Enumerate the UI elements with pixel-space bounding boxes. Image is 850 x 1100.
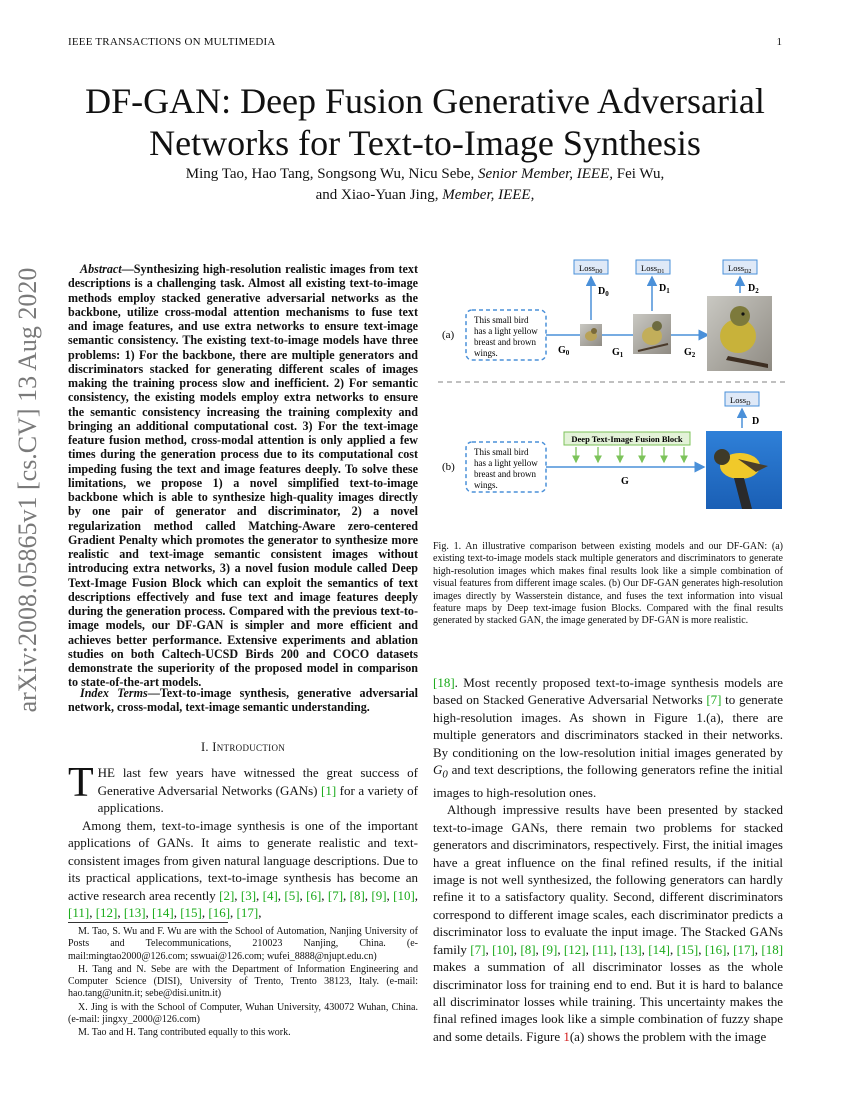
intro-p1-text-b: for a variety of applications. (97, 782, 418, 815)
text-line: breast and brown (474, 469, 536, 479)
citation-link[interactable]: [14] (648, 941, 670, 957)
citation-link[interactable]: [17] (733, 941, 755, 957)
right-p1-text-c: and text descriptions, the following generators refine the initial images to high-resolution ones. (433, 762, 783, 801)
citation-link[interactable]: [18] (761, 941, 784, 957)
citation-link[interactable]: [7] (327, 887, 344, 903)
journal-header: IEEE TRANSACTIONS ON MULTIMEDIA (68, 36, 276, 48)
right-paragraph-2 (433, 801, 783, 1045)
intro-p2-text: Among them, text-to-image synthesis is one of the important applications of GANs. It aims to generate realistic and text-consistent images from given natural language descriptions. Due to its practical applications, text-to-image synthesis has become an active research area recently (68, 817, 418, 903)
citation-link[interactable]: [16] (704, 941, 727, 957)
text-line: has a light yellow (474, 326, 538, 336)
authors-part-1: Ming Tao, Hao Tang, Songsong Wu, Nicu Sebe, (185, 166, 479, 182)
footnote-rule (68, 922, 228, 923)
citation-link[interactable]: [10] (393, 887, 415, 903)
discriminator-label-d: D (752, 416, 760, 427)
author-role-2: Member, IEEE, (442, 187, 535, 203)
text-line: wings. (474, 480, 498, 490)
citation-link[interactable]: [6] (306, 887, 322, 903)
abstract (68, 262, 418, 690)
math-sub: 0 (442, 768, 448, 781)
authors-part-3: and Xiao-Yuan Jing, (315, 187, 443, 203)
citation-link[interactable]: [8] (520, 941, 536, 957)
citation-link[interactable]: [3] (240, 887, 257, 903)
title-line-1: DF-GAN: Deep Fusion Generative Adversarial (85, 81, 765, 121)
right-p1-text-a: . Most recently proposed text-to-image synthesis models are based on Stacked Generative Adversarial Networks (433, 675, 783, 708)
right-paragraph-1 (433, 674, 783, 801)
footnotes (68, 926, 418, 1041)
arxiv-watermark (8, 267, 48, 713)
arxiv-id: arXiv:2008.05865v1 [cs.CV] 13 Aug 2020 (13, 267, 42, 713)
citation-link[interactable]: [7] (470, 941, 486, 957)
abstract-text: —Synthesizing high-resolution realistic images from text descriptions is a challenging task. Almost all existing text-to-image methods employ stacked generative adversarial networks as the backbone, utilize cross-modal attention mechanisms to fuse text and image features, and use extra networks to ensure text-image semantic consistency. The existing text-to-image models have three problems: 1) For the backbone, there are multiple generators and discriminators stacked for generating different scales of images making the training process slow and inefficient. 2) For semantic consistency, the existing models employ extra networks to ensure the semantic consistency increasing the training complexity and bringing an additional computational cost. 3) For the text-image feature fusion method, cross-modal attention is only applied a few times during the generation process due to its computational cost impeding fusing the text and image features deeply. To solve these limitations, we propose 1) a novel simplified text-to-image backbone which is able to synthesize high-quality images directly by one pair of generator and discriminator, 2) a novel regularization method called Matching-Aware zero-centered Gradient Penalty which promotes the generator to synthesize more realistic and text-image semantic consistent images without introducing extra networks, 3) a novel fusion module called Deep Text-Image Fusion Block which can exploit the semantics of text descriptions effectively and fuse text and image features deeply during the generation process. Compared with the previous text-to-image models, our DF-GAN is simpler and more efficient and achieves better performance. Extensive experiments and ablation studies on both Caltech-UCSD Birds 200 and COCO datasets demonstrate the superiority of the proposed model in comparison to state-of-the-art models. (68, 262, 418, 690)
page-number: 1 (776, 36, 782, 48)
generator-label-g0: $G_0$ (558, 345, 570, 357)
citation-list: [7], [10], [8], [9], [12], [11], [13], [14], [15], [16], [17], [18] (470, 941, 784, 957)
text-line: This small bird (474, 315, 529, 325)
generated-image-dfgan (706, 431, 782, 509)
abstract-label: Abstract (80, 262, 122, 276)
citation-link[interactable]: [13] (620, 941, 642, 957)
intro-p1-text-a: HE last few years have witnessed the great success of Generative Adversarial Networks (GANs) (97, 765, 418, 798)
index-terms-text: —Text-to-image synthesis, generative adversarial network, cross-modal, text-image semantic understanding. (68, 686, 418, 715)
intro-text (68, 760, 419, 922)
citation-link[interactable]: [11] (592, 941, 614, 957)
generator-label-g2: $G_2$ (684, 347, 696, 359)
text-line: has a light yellow (474, 458, 538, 468)
intro-paragraph-2 (68, 817, 418, 922)
citation-link[interactable]: [17] (236, 905, 259, 920)
figure-reference-link[interactable]: 1 (563, 1028, 570, 1044)
section-title: Introduction (212, 740, 286, 754)
generated-image-g2 (707, 296, 772, 371)
citation-link[interactable]: [15] (180, 905, 202, 920)
loss-label-d0: Loss$_{D0}$ (579, 263, 603, 275)
citation-link[interactable]: [12] (95, 905, 118, 920)
citation-link[interactable]: [8] (349, 887, 365, 903)
title-line-2: Networks for Text-to-Image Synthesis (149, 123, 701, 163)
citation-link[interactable]: [9] (371, 887, 387, 903)
author-role-1: Senior Member, IEEE, (478, 166, 614, 182)
right-p2-text-c: (a) shows the problem with the image (569, 1028, 767, 1044)
discriminator-label-d2: $D_2$ (748, 283, 759, 295)
math-g0 (433, 762, 448, 781)
generator-label-g1: $G_1$ (612, 347, 624, 359)
citation-link[interactable]: [13] (123, 905, 146, 920)
citation-link[interactable]: [15] (676, 941, 699, 957)
footnote-3: X. Jing is with the School of Computer, Wuhan University, 430072 Wuhan, China. (e-mail: jingxy_2000@126.com) (68, 1001, 418, 1026)
generated-image-g0 (580, 324, 602, 346)
text-line: This small bird (474, 447, 529, 457)
citation-link[interactable]: [14] (152, 905, 174, 920)
figure-1 (438, 256, 786, 534)
loss-label-d1: Loss$_{D1}$ (641, 263, 665, 275)
citation-link[interactable]: [7] (706, 692, 722, 708)
right-column-text (433, 674, 783, 1045)
loss-label-d: Loss$_D$ (730, 395, 751, 407)
footnote-1: M. Tao, S. Wu and F. Wu are with the School of Automation, Nanjing University of Posts and Telecommunications, 210023 Nanjing, China. (e-mail:mingtao2000@126.com; sswuai@126.com; wufei_8888@njupt.edu.cn) (68, 926, 418, 962)
citation-link[interactable]: [11] (68, 905, 90, 920)
citation-list: [2], [3], [4], [5], [6], [7], [8], [9], [10], [11], [12], [13], [14], [15], [16], [17], (68, 887, 419, 920)
panel-label-a: (a) (442, 329, 455, 341)
math-g: G (433, 762, 443, 778)
generated-image-g1 (633, 314, 671, 354)
author-list (90, 164, 760, 206)
text-line: breast and brown (474, 337, 536, 347)
figure-caption: Fig. 1. An illustrative comparison between existing models and our DF-GAN: (a) existing text-to-image models stack multiple generators and discriminators to generate high-resolution images which makes final results look like a simple combination of visual features from different image scales. (b) Our DF-GAN generates high-resolution images directly by Wasserstein distance, and fuses the text information into visual feature maps by Deep text-image fusion Blocks. Compared with the final results generated by stacked GAN, the image generated by DF-GAN is more realistic. (433, 541, 783, 627)
index-terms (68, 686, 418, 715)
citation-link[interactable]: [5] (284, 887, 300, 903)
authors-part-2: Fei Wu, (613, 166, 665, 182)
citation-link[interactable]: [4] (262, 887, 278, 903)
generator-label-g: G (621, 476, 629, 487)
citation-link[interactable]: [18] (433, 675, 455, 690)
citation-link[interactable]: [12] (563, 941, 586, 957)
intro-paragraph-1 (68, 760, 418, 817)
citation-link[interactable]: [1] (321, 782, 337, 798)
text-line: wings. (474, 348, 498, 358)
fusion-arrows (576, 447, 684, 462)
author-line-2 (90, 185, 760, 206)
loss-label-d2: Loss$_{D2}$ (728, 263, 752, 275)
citation-link[interactable]: [10] (492, 941, 514, 957)
right-p1-text-b: to generate high-resolution images. As shown in Figure 1.(a), there are multiple generators and discriminators stacked in their networks. By conditioning on the low-resolution initial images generated by (433, 692, 783, 760)
index-terms-label: Index Terms (80, 686, 148, 700)
right-p2-text-b: makes a summation of all discriminator losses as the whole discriminator loss for training end to end. But it is hard to balance all discriminator losses while training. This uncertainty makes the final refined images look like a simple combination of fuzzy shape and some details. Figure (433, 959, 783, 1044)
citation-link[interactable]: [16] (208, 905, 231, 920)
fusion-block-label: Deep Text-Image Fusion Block (571, 434, 683, 444)
footnote-2: H. Tang and N. Sebe are with the Department of Information Engineering and Computer Science (DISI), University of Trento, Trento 38123, Italy. (e-mail: hao.tang@unitn.it; sebe@disi.unitn.it) (68, 963, 418, 1000)
right-p2-text-a: Although impressive results have been presented by stacked text-to-image GANs, there remain two problems for stacked generators and discriminators, respectively. First, the initial images have a great influence on the final refined results, if the initial image is not well synthesized, the following generators can hardly refine it to a satisfactory quality. Second, different discriminators correspond to different image scales, each discriminator predicts a discriminator loss to evaluate the input image. The Stacked GANs family (433, 802, 783, 957)
author-line-1 (90, 164, 760, 185)
citation-link[interactable]: [2] (219, 887, 235, 903)
panel-label-b: (b) (442, 461, 455, 473)
drop-cap: T (68, 760, 94, 806)
section-heading (68, 740, 418, 755)
discriminator-label-d1: $D_1$ (659, 283, 670, 295)
section-numeral: I. (200, 740, 213, 754)
citation-link[interactable]: [9] (542, 941, 558, 957)
footnote-4: M. Tao and H. Tang contributed equally to this work. (78, 1027, 291, 1039)
paper-title (60, 80, 790, 164)
discriminator-label-d0: $D_0$ (598, 286, 609, 298)
